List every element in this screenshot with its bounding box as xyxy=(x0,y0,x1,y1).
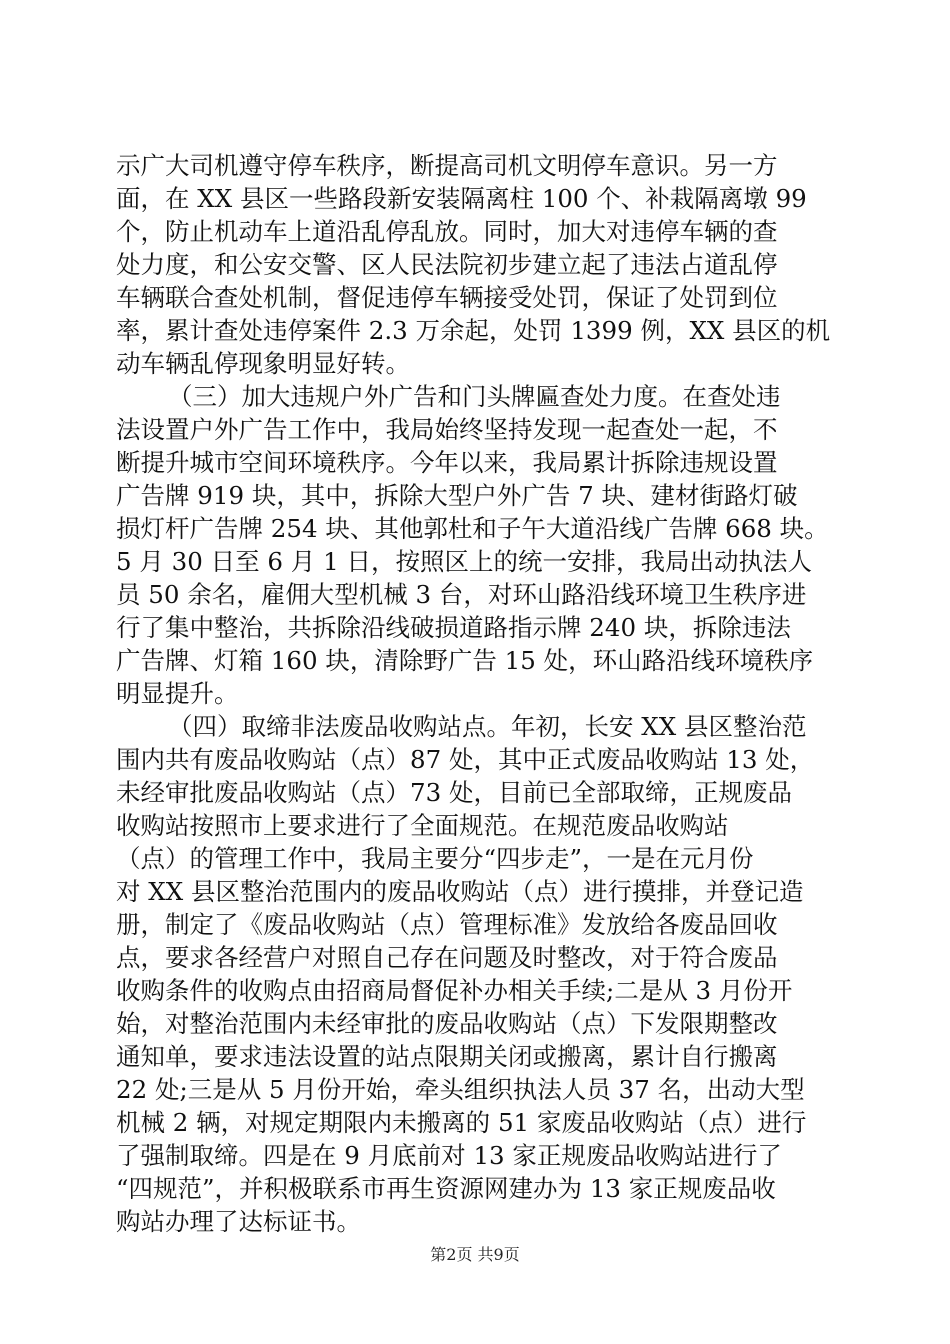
text-line: 明显提升。 xyxy=(116,679,239,708)
text-line: （四）取缔非法废品收购站点。年初，长安 XX 县区整治范 xyxy=(168,712,807,741)
text-line: 处力度，和公安交警、区人民法院初步建立起了违法占道乱停 xyxy=(116,250,778,279)
text-line: 收购站按照市上要求进行了全面规范。在规范废品收购站 xyxy=(116,811,729,840)
page-number-footer: 第2页 共9页 xyxy=(430,1245,520,1264)
text-line: 行了集中整治，共拆除沿线破损道路指示牌 240 块，拆除违法 xyxy=(116,613,791,642)
text-line: 机械 2 辆，对规定期限内未搬离的 51 家废品收购站（点）进行 xyxy=(116,1108,807,1137)
text-line: 断提升城市空间环境秩序。今年以来，我局累计拆除违规设置 xyxy=(116,448,778,477)
text-line: （点）的管理工作中，我局主要分“四步走”，一是在元月份 xyxy=(116,844,754,873)
text-line: 个，防止机动车上道沿乱停乱放。同时，加大对违停车辆的查 xyxy=(116,217,778,246)
text-line: 广告牌、灯箱 160 块，清除野广告 15 处，环山路沿线环境秩序 xyxy=(116,646,814,675)
text-line: 5 月 30 日至 6 月 1 日，按照区上的统一安排，我局出动执法人 xyxy=(116,547,812,576)
text-line: 对 XX 县区整治范围内的废品收购站（点）进行摸排，并登记造 xyxy=(116,877,804,906)
text-line: 广告牌 919 块，其中，拆除大型户外广告 7 块、建材街路灯破 xyxy=(116,481,798,510)
document-body xyxy=(116,149,836,1238)
text-line: 车辆联合查处机制，督促违停车辆接受处罚，保证了处罚到位 xyxy=(116,283,778,312)
text-line: “四规范”，并积极联系市再生资源网建办为 13 家正规废品收 xyxy=(116,1174,776,1203)
text-line: 员 50 余名，雇佣大型机械 3 台，对环山路沿线环境卫生秩序进 xyxy=(116,580,807,609)
text-line: 通知单，要求违法设置的站点限期关闭或搬离，累计自行搬离 xyxy=(116,1042,778,1071)
text-line: 22 处;三是从 5 月份开始，牵头组织执法人员 37 名，出动大型 xyxy=(116,1075,805,1104)
text-line: （三）加大违规户外广告和门头牌匾查处力度。在查处违 xyxy=(168,382,781,411)
text-line: 面，在 XX 县区一些路段新安装隔离柱 100 个、补栽隔离墩 99 xyxy=(116,184,807,213)
text-line: 始，对整治范围内未经审批的废品收购站（点）下发限期整改 xyxy=(116,1009,778,1038)
text-line: 购站办理了达标证书。 xyxy=(116,1207,361,1236)
text-line: 动车辆乱停现象明显好转。 xyxy=(116,349,410,378)
text-line: 围内共有废品收购站（点）87 处，其中正式废品收购站 13 处， xyxy=(116,745,815,774)
text-line: 册，制定了《废品收购站（点）管理标准》发放给各废品回收 xyxy=(116,910,778,939)
text-line: 收购条件的收购点由招商局督促补办相关手续;二是从 3 月份开 xyxy=(116,976,793,1005)
text-line: 示广大司机遵守停车秩序，断提高司机文明停车意识。另一方 xyxy=(116,151,778,180)
text-line: 率，累计查处违停案件 2.3 万余起，处罚 1399 例，XX 县区的机 xyxy=(116,316,831,345)
text-line: 了强制取缔。四是在 9 月底前对 13 家正规废品收购站进行了 xyxy=(116,1141,782,1170)
text-line: 未经审批废品收购站（点）73 处，目前已全部取缔，正规废品 xyxy=(116,778,792,807)
text-line: 法设置户外广告工作中，我局始终坚持发现一起查处一起，不 xyxy=(116,415,778,444)
text-line: 点，要求各经营户对照自己存在问题及时整改，对于符合废品 xyxy=(116,943,778,972)
text-line: 损灯杆广告牌 254 块、其他郭杜和子午大道沿线广告牌 668 块。 xyxy=(116,514,829,543)
